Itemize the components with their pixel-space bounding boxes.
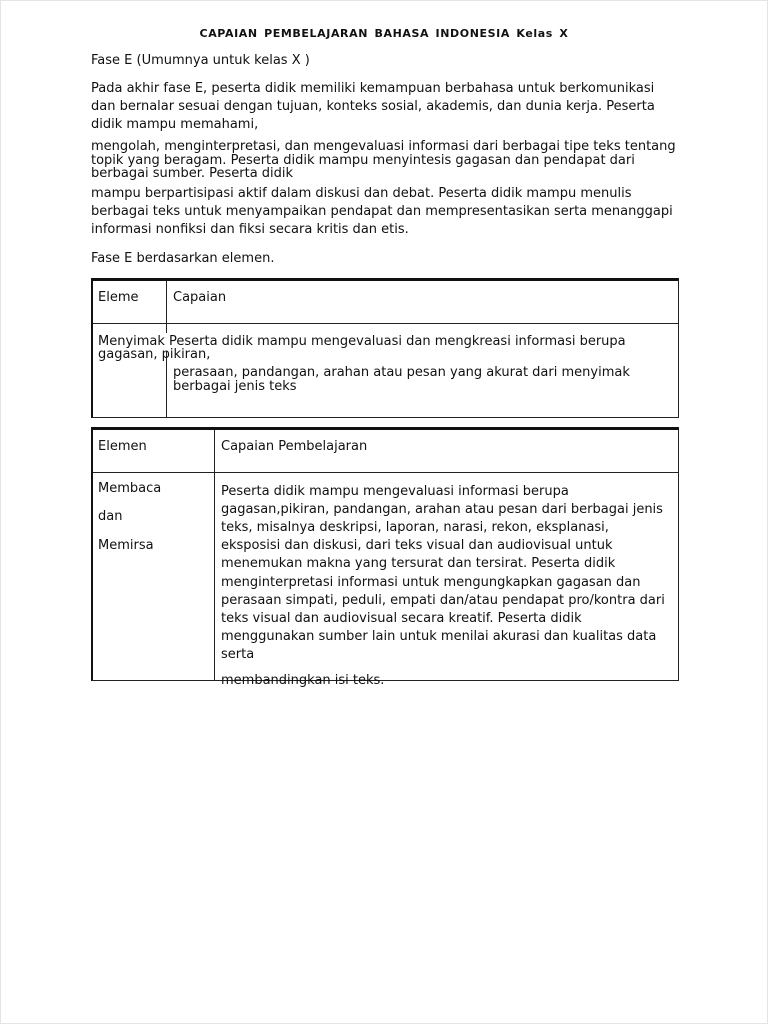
table1-text-line2: gagasan, pikiran, (98, 347, 211, 362)
table2-text-part3: membandingkan isi teks. (221, 673, 385, 688)
table1-element-menyimak: Menyimak (98, 334, 165, 349)
document-title: CAPAIAN PEMBELAJARAN BAHASA INDONESIA Kelas X (199, 27, 569, 40)
table2-element-line: Membaca (98, 481, 162, 496)
table2-element-line: dan (98, 509, 123, 524)
fase-heading: Fase E (Umumnya untuk kelas X ) (91, 53, 310, 68)
table1-text-continued: perasaan, pandangan, arahan atau pesan yang akurat dari menyimak berbagai jenis teks (173, 365, 630, 394)
table2-text-part2: menginterpretasi informasi untuk mengungkapkan gagasan dan perasaan simpati, peduli, empati dan/atau pendapat pro/kontra dari teks visual dan audiovisual secara kreatif. Peserta didik menggunakan sumber lain untuk menilai akurasi dan kualitas data serta (221, 575, 665, 662)
table2-header-element: Elemen (98, 439, 147, 454)
table2-header-capaian: Capaian Pembelajaran (221, 439, 368, 454)
table1-text-line1: Peserta didik mampu mengevaluasi dan mengkreasi informasi berupa (169, 334, 626, 349)
table-divider (93, 323, 678, 324)
table2-text-part1: Peserta didik mampu mengevaluasi informasi berupa gagasan,pikiran, pandangan, arahan atau pesan dari berbagai jenis teks, misalnya deskripsi, laporan, narasi, rekon, eksplanasi, eksposisi dan diskusi, dari teks visual dan audiovisual untuk menemukan makna yang tersurat dan tersirat. Peserta didik (221, 484, 663, 571)
table1-header-element: Eleme (98, 290, 139, 305)
intro-paragraph-1: Pada akhir fase E, peserta didik memiliki kemampuan berbahasa untuk berkomunikasi dan bernalar sesuai dengan tujuan, konteks sosial, akademis, dan dunia kerja. Peserta didik mampu memahami, (91, 81, 655, 132)
table2-element-line: Memirsa (98, 538, 154, 553)
intro-paragraph-3: mampu berpartisipasi aktif dalam diskusi dan debat. Peserta didik mampu menulis berbagai teks untuk menyampaikan pendapat dan mempresentasikan serta menanggapi informasi nonfiksi dan fiksi secara kritis dan etis. (91, 186, 673, 237)
intro-paragraph-2: mengolah, menginterpretasi, dan mengevaluasi informasi dari berbagai tipe teks tentang topik yang beragam. Peserta didik mampu menyintesis gagasan dan pendapat dari berbagai sumber. Peserta didik (91, 139, 676, 181)
table-divider (214, 430, 215, 680)
table-divider (93, 472, 678, 473)
table-membaca-memirsa (91, 427, 679, 688)
table-menyimak (91, 278, 679, 418)
table1-header-capaian: Capaian (173, 290, 227, 305)
elements-heading: Fase E berdasarkan elemen. (91, 251, 275, 266)
